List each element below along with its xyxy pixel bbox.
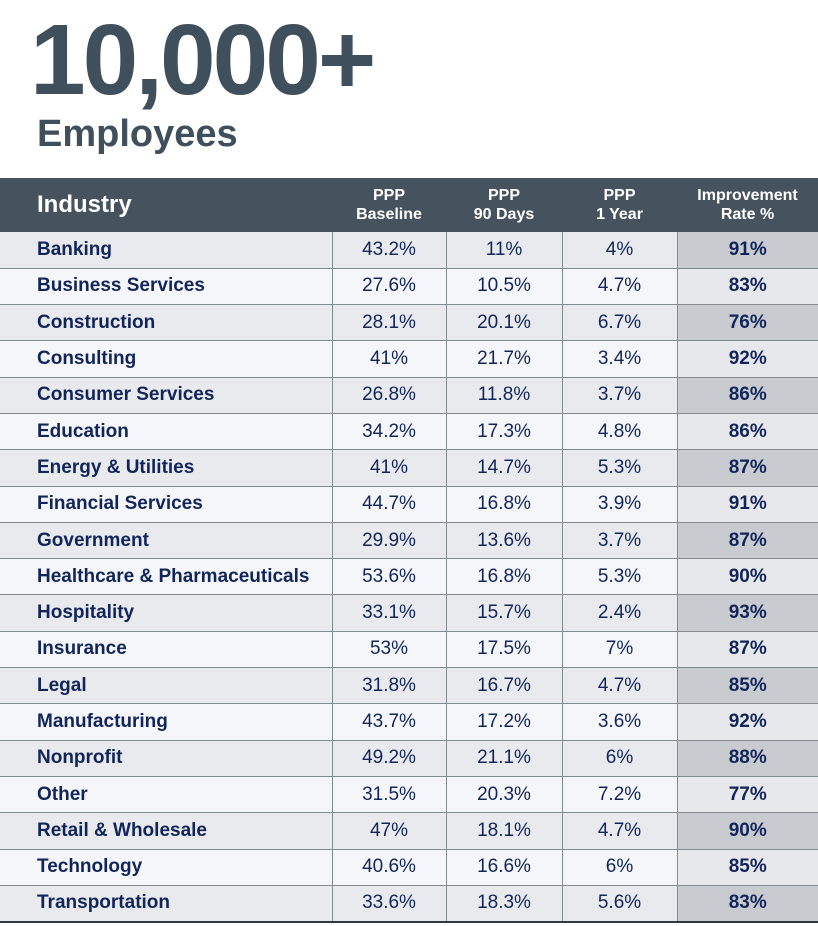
ppp-90-days-cell: 16.6% — [446, 849, 562, 885]
ppp-1-year-cell: 3.7% — [562, 522, 677, 558]
table-row — [0, 849, 818, 885]
industry-cell: Hospitality — [0, 595, 332, 631]
ppp-baseline-cell: 47% — [332, 813, 446, 849]
ppp-baseline-cell: 27.6% — [332, 268, 446, 304]
ppp-90-days-cell: 20.1% — [446, 305, 562, 341]
column-header-industry: Industry — [0, 178, 332, 232]
industry-cell: Banking — [37, 238, 112, 260]
table-row — [0, 631, 818, 667]
ppp-1-year-cell: 7.2% — [562, 776, 677, 812]
ppp-baseline-cell: 43.7% — [332, 704, 446, 740]
industry-cell: Healthcare & Pharmaceuticals — [0, 559, 332, 595]
ppp-1-year-cell: 6.7% — [562, 305, 677, 341]
ppp-baseline-cell: 26.8% — [332, 377, 446, 413]
industry-cell: Education — [0, 413, 332, 449]
industry-cell: Consulting — [0, 341, 332, 377]
table-row — [0, 885, 818, 921]
ppp-90-days-cell: 16.7% — [446, 668, 562, 704]
improvement-rate-cell: 92% — [677, 341, 818, 377]
ppp-90-days-cell: 20.3% — [446, 776, 562, 812]
table-row — [0, 486, 818, 522]
ppp-baseline-cell: 34.2% — [332, 413, 446, 449]
employee-count-title: 10,000+ — [30, 4, 374, 116]
industry-cell: Insurance — [0, 631, 332, 667]
table-row — [0, 559, 818, 595]
ppp-1-year-cell: 3.7% — [562, 377, 677, 413]
ppp-90-days-cell: 17.5% — [446, 631, 562, 667]
table-row — [0, 740, 818, 776]
ppp-baseline-cell: 33.6% — [332, 885, 446, 921]
improvement-rate-cell: 86% — [677, 377, 818, 413]
table-row — [0, 413, 818, 449]
ppp-1-year-cell: 6% — [562, 849, 677, 885]
table-row — [0, 813, 818, 849]
industry-cell: Other — [0, 776, 332, 812]
column-header-ppp-1-year: PPP 1 Year — [562, 178, 677, 232]
ppp-90-days-cell: 11% — [446, 232, 562, 268]
ppp-90-days-cell: 17.3% — [446, 413, 562, 449]
ppp-1-year-cell: 3.9% — [562, 486, 677, 522]
industry-cell: Retail & Wholesale — [0, 813, 332, 849]
column-header-improvement-rate: Improvement Rate % — [677, 178, 818, 232]
ppp-90-days-cell: 16.8% — [446, 559, 562, 595]
table-row — [0, 704, 818, 740]
improvement-rate-cell: 90% — [677, 559, 818, 595]
improvement-rate-cell: 83% — [677, 885, 818, 921]
ppp-baseline-cell: 53.6% — [332, 559, 446, 595]
ppp-baseline-cell: 41% — [332, 341, 446, 377]
employee-count-subtitle: Employees — [37, 113, 238, 155]
ppp-1-year-cell: 4.7% — [562, 813, 677, 849]
industry-cell: Technology — [0, 849, 332, 885]
industry-cell: Nonprofit — [0, 740, 332, 776]
improvement-rate-cell: 85% — [677, 849, 818, 885]
ppp-baseline-cell: 31.8% — [332, 668, 446, 704]
ppp-1-year-cell: 6% — [562, 740, 677, 776]
ppp-90-days-cell: 18.1% — [446, 813, 562, 849]
improvement-rate-cell: 91% — [677, 486, 818, 522]
column-header-ppp-90-days: PPP 90 Days — [446, 178, 562, 232]
ppp-1-year-cell: 4.7% — [562, 268, 677, 304]
ppp-90-days-cell: 15.7% — [446, 595, 562, 631]
improvement-rate-cell: 83% — [677, 268, 818, 304]
table-row — [0, 668, 818, 704]
improvement-rate-cell: 86% — [677, 413, 818, 449]
ppp-baseline-cell: 31.5% — [332, 776, 446, 812]
ppp-1-year-cell: 3.6% — [562, 704, 677, 740]
table-header — [0, 178, 818, 232]
industry-cell: Business Services — [0, 268, 332, 304]
ppp-baseline-cell: 43.2% — [332, 232, 446, 268]
ppp-90-days-cell: 14.7% — [446, 450, 562, 486]
ppp-baseline-cell: 33.1% — [332, 595, 446, 631]
industry-cell: Transportation — [0, 885, 332, 921]
ppp-90-days-cell: 21.7% — [446, 341, 562, 377]
ppp-baseline-cell: 28.1% — [332, 305, 446, 341]
industry-cell: Energy & Utilities — [0, 450, 332, 486]
table-row — [0, 232, 818, 268]
ppp-90-days-cell: 16.8% — [446, 486, 562, 522]
improvement-rate-cell: 77% — [677, 776, 818, 812]
improvement-rate-cell: 88% — [677, 740, 818, 776]
ppp-1-year-cell: 4.8% — [562, 413, 677, 449]
industry-ppp-table — [0, 178, 818, 923]
table-row — [0, 305, 818, 341]
header-row — [0, 178, 818, 232]
table-row — [0, 522, 818, 558]
ppp-1-year-cell: 7% — [562, 631, 677, 667]
table-row — [0, 268, 818, 304]
improvement-rate-cell: 93% — [677, 595, 818, 631]
improvement-rate-cell: 92% — [677, 704, 818, 740]
industry-cell: Manufacturing — [0, 704, 332, 740]
table-row — [0, 450, 818, 486]
ppp-baseline-cell: 40.6% — [332, 849, 446, 885]
improvement-rate-cell: 85% — [677, 668, 818, 704]
improvement-rate-cell: 87% — [677, 450, 818, 486]
table-body — [0, 232, 818, 922]
ppp-1-year-cell: 4.7% — [562, 668, 677, 704]
ppp-1-year-cell: 2.4% — [562, 595, 677, 631]
table-row — [0, 341, 818, 377]
title-block — [0, 0, 373, 154]
table-row — [0, 377, 818, 413]
ppp-baseline-cell: 44.7% — [332, 486, 446, 522]
ppp-baseline-cell: 49.2% — [332, 740, 446, 776]
table-row — [0, 776, 818, 812]
ppp-90-days-cell: 18.3% — [446, 885, 562, 921]
column-header-ppp-baseline: PPP Baseline — [332, 178, 446, 232]
industry-cell: Legal — [0, 668, 332, 704]
industry-cell: Government — [0, 522, 332, 558]
ppp-90-days-cell: 10.5% — [446, 268, 562, 304]
industry-cell: Construction — [0, 305, 332, 341]
improvement-rate-cell: 91% — [677, 232, 818, 268]
ppp-90-days-cell: 21.1% — [446, 740, 562, 776]
ppp-baseline-cell: 29.9% — [332, 522, 446, 558]
ppp-1-year-cell: 5.3% — [562, 450, 677, 486]
ppp-baseline-cell: 53% — [332, 631, 446, 667]
ppp-1-year-cell: 5.3% — [562, 559, 677, 595]
industry-cell: Consumer Services — [0, 377, 332, 413]
improvement-rate-cell: 87% — [677, 522, 818, 558]
ppp-90-days-cell: 13.6% — [446, 522, 562, 558]
table-row — [0, 595, 818, 631]
industry-cell: Financial Services — [0, 486, 332, 522]
improvement-rate-cell: 87% — [677, 631, 818, 667]
ppp-1-year-cell: 5.6% — [562, 885, 677, 921]
ppp-90-days-cell: 11.8% — [446, 377, 562, 413]
ppp-1-year-cell: 4% — [562, 232, 677, 268]
improvement-rate-cell: 76% — [677, 305, 818, 341]
ppp-90-days-cell: 17.2% — [446, 704, 562, 740]
ppp-baseline-cell: 41% — [332, 450, 446, 486]
ppp-1-year-cell: 3.4% — [562, 341, 677, 377]
improvement-rate-cell: 90% — [677, 813, 818, 849]
